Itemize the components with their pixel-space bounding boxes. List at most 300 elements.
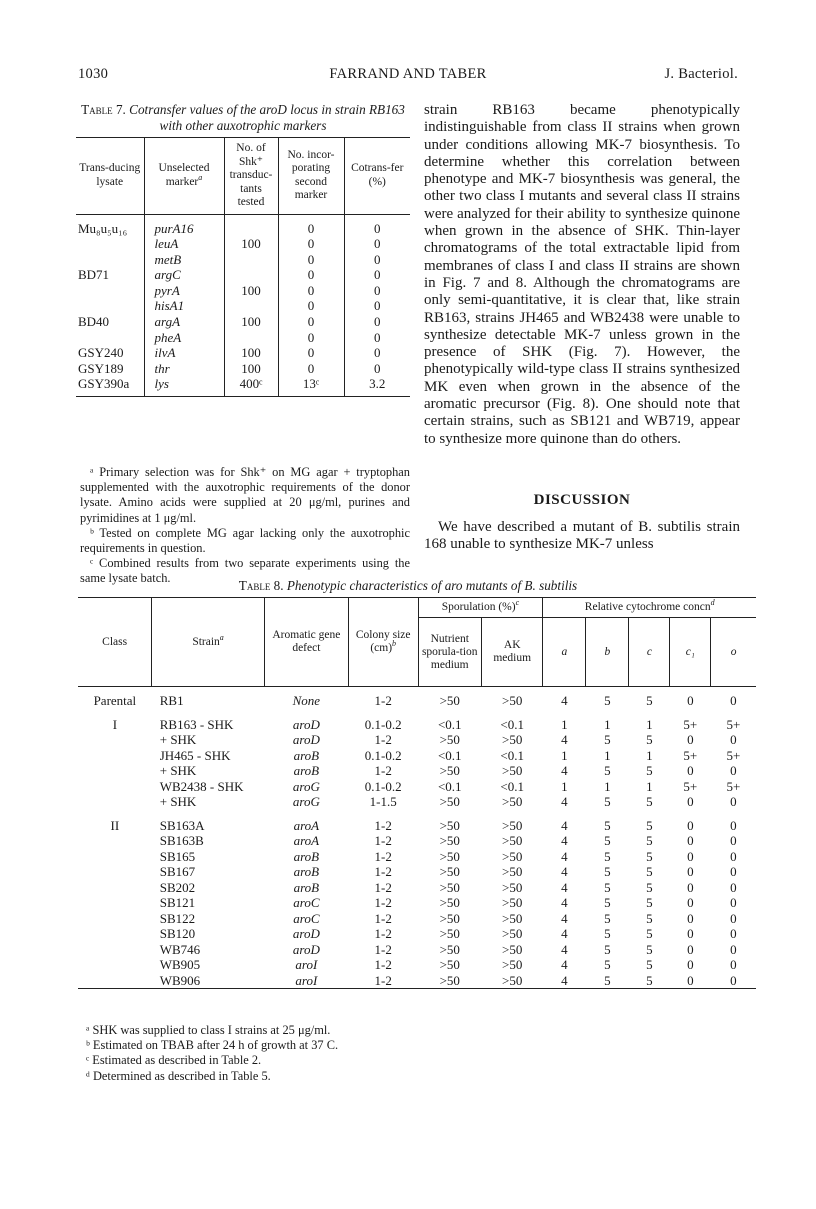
table8-cell: >50 xyxy=(439,910,460,926)
table8-cell: >50 xyxy=(439,763,460,778)
table7-header-superscript: a xyxy=(198,172,203,182)
table8-cell: 5+ xyxy=(726,778,741,794)
table8-cell: WB746 xyxy=(159,941,201,957)
table8-cell: >50 xyxy=(439,732,460,747)
table8-class-cell xyxy=(78,849,152,865)
table8-cell: >50 xyxy=(439,972,460,988)
table7-cell: BD71 xyxy=(78,267,110,283)
table8-cell: 0 xyxy=(730,848,737,864)
table8-cell: 1 xyxy=(646,778,653,794)
table-row xyxy=(78,818,756,834)
table7-header-text: Trans-ducing lysate xyxy=(79,162,141,188)
table7-cell: 13ᶜ xyxy=(278,376,344,396)
table7-cell: 0 xyxy=(278,214,344,236)
table8-cell: 5+ xyxy=(683,778,698,794)
table8-cell: aroC xyxy=(293,895,320,910)
table8-cell: >50 xyxy=(502,864,523,879)
table7-header-col-2 xyxy=(224,138,278,215)
table8-cell: 5 xyxy=(646,910,653,926)
table-row xyxy=(76,236,410,252)
table7-header-text: Unselected marker xyxy=(158,162,210,188)
table8-cell: 0 xyxy=(687,693,694,708)
table7-cell: 0 xyxy=(344,361,410,377)
table8-cell: aroG xyxy=(292,778,320,794)
table7-header-text: No. incor-porating second marker xyxy=(287,148,335,202)
table-row xyxy=(76,283,410,299)
table8-cell: 0.1-0.2 xyxy=(364,716,402,732)
table8-class-cell: II xyxy=(110,817,120,833)
table8-cell: 5 xyxy=(604,732,611,747)
table-row xyxy=(76,267,410,283)
table8-cell: 5 xyxy=(604,848,611,864)
table8-cell: 1-2 xyxy=(374,972,392,988)
table8-cell: 0 xyxy=(687,833,694,848)
table8-cell: 0 xyxy=(730,833,737,848)
table8-cell: SB121 xyxy=(159,895,196,910)
table8-cell: aroB xyxy=(293,763,320,778)
table8-footnote: ᶜ Estimated as described in Table 2. xyxy=(86,1053,262,1068)
table8-cell: 0 xyxy=(730,879,737,895)
table8-cell: 1 xyxy=(646,747,653,763)
table8-cell: 0 xyxy=(687,817,694,833)
table-row xyxy=(78,763,756,779)
table8-class-cell xyxy=(78,957,152,973)
table8-cell: 1-2 xyxy=(374,864,392,879)
table8-cell: SB163A xyxy=(159,817,205,833)
table8-cell: SB202 xyxy=(159,879,196,895)
table8-cell: RB163 - SHK xyxy=(159,716,234,732)
table7-header-col-3 xyxy=(278,138,344,215)
table8-cell: WB905 xyxy=(159,957,201,972)
table7-cell: 0 xyxy=(278,345,344,361)
table8-cell: + SHK xyxy=(159,794,197,809)
table8-class-cell xyxy=(78,732,152,748)
table8-cell: aroD xyxy=(292,941,320,957)
table8-cell: 5+ xyxy=(683,716,698,732)
table8-cell: 4 xyxy=(561,879,568,895)
table8-footnote: ᵇ Estimated on TBAB after 24 h of growth at 37 C. xyxy=(86,1038,339,1053)
table8-cell: aroD xyxy=(292,716,320,732)
table8-class-cell xyxy=(78,973,152,989)
table7-cell: 100 xyxy=(224,361,278,377)
table8-header-colony: Colony size (cm)$^b$ xyxy=(348,598,418,687)
table7-cell: 0 xyxy=(278,252,344,268)
table7-cell: leuA xyxy=(144,236,224,252)
table7-cell xyxy=(76,298,144,314)
table8-cell: aroA xyxy=(293,833,320,848)
table8-cell: 0 xyxy=(730,864,737,879)
table8-cell: 0 xyxy=(687,864,694,879)
table7-cell: pheA xyxy=(144,330,224,346)
table8-cell: WB2438 - SHK xyxy=(159,778,244,794)
table7-cell: ilvA xyxy=(144,345,224,361)
table8-cell: aroB xyxy=(293,747,320,763)
table-row xyxy=(78,957,756,973)
table8-header-sporulation-text: Sporulation (%) xyxy=(441,601,516,613)
table8-cell: 5 xyxy=(646,972,653,988)
table8-header-colony-text: Colony size (cm) xyxy=(355,629,411,654)
table8-cell: 1-2 xyxy=(374,895,392,910)
table7-caption xyxy=(80,102,406,134)
table8-cell: 5 xyxy=(604,972,611,988)
table8-class-cell xyxy=(78,911,152,927)
table8-cell: 0 xyxy=(730,895,737,910)
table8-cell: aroB xyxy=(293,864,320,879)
running-head-journal: J. Bacteriol. xyxy=(664,66,738,82)
table-row xyxy=(76,361,410,377)
table8-cell: aroC xyxy=(293,910,320,926)
table8-cell: 5 xyxy=(646,833,653,848)
table7-cell: 100 xyxy=(224,283,278,299)
table7-footnote: ᵃ Primary selection was for Shk⁺ on MG agar + tryptophan supplemented with the auxotrophic requirements of the donor lysate. Amino acids were supplied at 20 μg/ml, purines and pyrimidines at 1 μg/ml. xyxy=(80,465,410,525)
table7-cell: 0 xyxy=(278,267,344,283)
table-row xyxy=(78,942,756,958)
table8-class-cell: I xyxy=(112,716,118,732)
table7-cell xyxy=(224,214,278,236)
table7-cell: 0 xyxy=(344,236,410,252)
table7-cell: BD40 xyxy=(78,314,110,330)
table8-cell: 0 xyxy=(730,910,737,926)
table8-cell: aroG xyxy=(292,794,320,809)
table7-cell: 0 xyxy=(344,252,410,268)
table8-cell: 1 xyxy=(561,778,568,794)
table8-cell: 4 xyxy=(561,763,568,778)
table8-cell: 5 xyxy=(604,794,611,809)
table7-header-col-1 xyxy=(144,138,224,215)
table8-class-cell xyxy=(78,833,152,849)
table8-cell: >50 xyxy=(502,972,523,988)
table8 xyxy=(78,597,756,989)
table8-cell: 1-2 xyxy=(374,693,392,708)
table8-cell: 1-2 xyxy=(374,910,392,926)
table7-cell xyxy=(224,252,278,268)
paragraph-discussion-start: We have described a mutant of B. subtilis strain 168 unable to synthesize MK-7 unless xyxy=(424,519,740,553)
table8-cell: 1 xyxy=(561,747,568,763)
table8-cell: 4 xyxy=(561,910,568,926)
table8-cell: >50 xyxy=(502,833,523,848)
table8-cell: >50 xyxy=(502,817,523,833)
table8-cell: 5 xyxy=(646,926,653,941)
running-head-authors: FARRAND AND TABER xyxy=(329,66,487,82)
table7-cell: argA xyxy=(144,314,224,330)
table8-cell: <0.1 xyxy=(437,716,462,732)
table8-cell: 1-2 xyxy=(374,879,392,895)
table8-cell: >50 xyxy=(439,879,460,895)
table8-header-cytochrome: Relative cytochrome concn$^d$ xyxy=(543,598,756,618)
body-text-right xyxy=(424,102,740,448)
table8-cell: >50 xyxy=(439,926,460,941)
table8-cell: 1-2 xyxy=(374,732,392,747)
table8-cell: >50 xyxy=(502,941,523,957)
table7-footnotes xyxy=(80,465,410,587)
table8-cell: 4 xyxy=(561,957,568,972)
table7-cell: lys xyxy=(144,376,224,396)
table8-cell: 5 xyxy=(604,926,611,941)
table7-cell xyxy=(76,236,144,252)
table8-cell: >50 xyxy=(502,895,523,910)
table8-cell: 5 xyxy=(604,941,611,957)
table7-cell xyxy=(76,283,144,299)
table-row xyxy=(78,748,756,764)
table8-cell: + SHK xyxy=(159,763,197,778)
table-row xyxy=(78,717,756,733)
table8-cell: 0 xyxy=(730,972,737,988)
table8-cell: 4 xyxy=(561,848,568,864)
table-row xyxy=(78,849,756,865)
table-row xyxy=(78,973,756,989)
table8-cell: >50 xyxy=(502,693,523,708)
table8-cell: 5 xyxy=(604,763,611,778)
table8-cell: 5 xyxy=(646,864,653,879)
table7-header-col-0 xyxy=(76,138,144,215)
table8-header-nutrient: Nutrient sporula-tion medium xyxy=(418,618,481,687)
table8-cell: 0 xyxy=(687,926,694,941)
table8-cell: SB122 xyxy=(159,910,196,926)
table8-footnote: ᵈ Determined as described in Table 5. xyxy=(86,1068,271,1083)
table8-cell: 5 xyxy=(604,895,611,910)
table8-cell: 0 xyxy=(730,693,737,708)
table8-cell: >50 xyxy=(439,693,460,708)
table-row xyxy=(76,376,410,396)
table-row xyxy=(76,214,410,236)
table8-cell: 4 xyxy=(561,864,568,879)
table8-cell: 4 xyxy=(561,817,568,833)
table7 xyxy=(76,137,410,397)
table7-cell: 0 xyxy=(278,361,344,377)
table7-cell xyxy=(224,330,278,346)
table8-cell: >50 xyxy=(502,763,523,778)
table7-cell: 0 xyxy=(344,267,410,283)
table8-cell: + SHK xyxy=(159,732,197,747)
table8-class-cell xyxy=(78,779,152,795)
table8-cell: 5 xyxy=(646,879,653,895)
table7-cell: 0 xyxy=(278,298,344,314)
table8-cell: >50 xyxy=(502,926,523,941)
table8-cell: 1-2 xyxy=(374,957,392,972)
table8-cell: JH465 - SHK xyxy=(159,747,231,763)
table8-cell: 5 xyxy=(604,879,611,895)
table7-cell xyxy=(76,330,144,346)
table8-cell: 0 xyxy=(730,957,737,972)
table8-cell: 0 xyxy=(730,732,737,747)
table8-cell: >50 xyxy=(439,833,460,848)
table8-cell: 0 xyxy=(687,848,694,864)
table8-cell: 0 xyxy=(730,817,737,833)
table8-header-cyt-o: o xyxy=(711,618,756,687)
table8-group-spacer xyxy=(78,810,756,818)
table-row xyxy=(78,732,756,748)
table8-cell: aroD xyxy=(292,926,320,941)
table7-cell xyxy=(76,252,144,268)
table8-cell: 5 xyxy=(646,794,653,809)
table8-header-cyt-c: c xyxy=(629,618,670,687)
table7-footnote: ᵇ Tested on complete MG agar lacking only the auxotrophic requirements in question. xyxy=(80,525,410,556)
table7-header-col-4 xyxy=(344,138,410,215)
table8-cell: 0 xyxy=(687,895,694,910)
table7-cell: GSY189 xyxy=(78,360,124,376)
table8-class-cell xyxy=(78,748,152,764)
table8-cell: 5+ xyxy=(683,747,698,763)
table8-cell: 0.1-0.2 xyxy=(364,747,402,763)
table8-cell: 5 xyxy=(604,817,611,833)
table8-cell: >50 xyxy=(439,817,460,833)
section-heading-discussion: DISCUSSION xyxy=(533,492,631,508)
table8-class-cell xyxy=(78,926,152,942)
table8-cell: RB1 xyxy=(159,693,184,708)
table8-cell: 0 xyxy=(687,957,694,972)
table7-cell: 0 xyxy=(344,314,410,330)
table8-cell: <0.1 xyxy=(500,747,524,763)
table8-cell: 5 xyxy=(646,957,653,972)
table8-cell: <0.1 xyxy=(437,778,462,794)
table-row xyxy=(76,345,410,361)
table-row xyxy=(78,687,756,709)
table8-cell: 0 xyxy=(687,910,694,926)
table8-group-spacer xyxy=(78,709,756,717)
table8-cell: aroI xyxy=(295,957,318,972)
table8-cell: SB165 xyxy=(159,848,196,864)
table8-cell: 4 xyxy=(561,833,568,848)
table7-cell: 100 xyxy=(224,236,278,252)
table8-header-strain: Strain$^a$ xyxy=(152,598,265,687)
table7-cell: GSY390a xyxy=(78,376,130,392)
table8-header-cyt-c1: c₁ xyxy=(670,618,711,687)
table7-cell: pyrA xyxy=(144,283,224,299)
table8-cell: 1-2 xyxy=(374,848,392,864)
table8-cell: 0 xyxy=(730,926,737,941)
table8-header-ak: AK medium xyxy=(481,618,542,687)
table8-cell: 0.1-0.2 xyxy=(364,778,402,794)
table8-header-strain-text: Strain xyxy=(192,635,220,648)
page-number: 1030 xyxy=(78,66,109,82)
table-row xyxy=(78,779,756,795)
table8-cell: WB906 xyxy=(159,972,201,988)
table8-header-gene: Aromatic gene defect xyxy=(264,598,348,687)
table8-cell: 4 xyxy=(561,941,568,957)
table8-cell: 1-2 xyxy=(374,926,392,941)
table8-cell: >50 xyxy=(439,957,460,972)
table8-cell: 5 xyxy=(646,848,653,864)
table7-footnote: ᶜ Combined results from two separate experiments using the same lysate batch. xyxy=(80,556,410,586)
table8-cell: 4 xyxy=(561,926,568,941)
table7-cell: 0 xyxy=(278,314,344,330)
table8-cell: 1-2 xyxy=(374,941,392,957)
table7-cell: 0 xyxy=(344,214,410,236)
table8-class-cell xyxy=(78,880,152,896)
table8-cell: 0 xyxy=(687,972,694,988)
table8-cell: SB167 xyxy=(159,864,196,879)
table8-cell: 5 xyxy=(604,833,611,848)
table8-cell: 4 xyxy=(561,732,568,747)
table7-cell: argC xyxy=(144,267,224,283)
table8-footnote: ᵃ SHK was supplied to class I strains at 25 μg/ml. xyxy=(86,1023,331,1037)
table7-cell: hisA1 xyxy=(144,298,224,314)
table8-cell: 4 xyxy=(561,693,568,708)
table8-cell: SB163B xyxy=(159,833,204,848)
table7-cell: 100 xyxy=(224,314,278,330)
table8-cell: >50 xyxy=(502,910,523,926)
table8-cell: aroA xyxy=(293,817,320,833)
table8-cell: 5+ xyxy=(726,716,741,732)
table8-cell: >50 xyxy=(439,895,460,910)
table7-cell: 0 xyxy=(344,298,410,314)
table8-footnotes xyxy=(78,1023,738,1084)
table8-caption-text: Phenotypic characteristics of aro mutants of B. subtilis xyxy=(286,578,578,593)
table8-header-cyt-b: b xyxy=(586,618,629,687)
table8-header-sporulation: Sporulation (%)$^c$ xyxy=(418,598,543,618)
table8-cell: <0.1 xyxy=(500,716,524,732)
table8-cell: 0 xyxy=(687,763,694,778)
table8-cell: 1-2 xyxy=(374,817,392,833)
table-row xyxy=(76,252,410,268)
table8-class-cell: Parental xyxy=(93,693,137,708)
table8-cell: 5 xyxy=(646,817,653,833)
table8-cell: <0.1 xyxy=(500,778,524,794)
table7-header-text: Cotrans-fer (%) xyxy=(351,162,404,188)
table8-cell: 5+ xyxy=(726,747,741,763)
table8-caption-label: Table 8. xyxy=(238,578,284,593)
table8-cell: 5 xyxy=(604,910,611,926)
table-row xyxy=(78,911,756,927)
table7-cell: thr xyxy=(144,361,224,377)
table8-cell: None xyxy=(292,693,321,708)
table8-cell: 0 xyxy=(730,794,737,809)
table8-cell: 5 xyxy=(646,895,653,910)
table7-cell: 0 xyxy=(344,283,410,299)
table7-cell: 3.2 xyxy=(344,376,410,396)
table8-cell: 1 xyxy=(561,716,568,732)
table8-cell: 1-2 xyxy=(374,763,392,778)
table8-cell: 5 xyxy=(646,941,653,957)
table8-cell: >50 xyxy=(502,732,523,747)
table-row xyxy=(78,833,756,849)
table8-cell: aroD xyxy=(292,732,320,747)
table8-cell: 0 xyxy=(687,941,694,957)
table8-cell: >50 xyxy=(502,957,523,972)
table8-cell: >50 xyxy=(502,794,523,809)
table8-class-cell xyxy=(78,942,152,958)
table8-cell: >50 xyxy=(439,794,460,809)
table7-cell: 400ᶜ xyxy=(224,376,278,396)
table7-cell: 0 xyxy=(344,345,410,361)
table8-cell: 4 xyxy=(561,794,568,809)
table8-cell: 5 xyxy=(646,763,653,778)
table8-cell: SB120 xyxy=(159,926,196,941)
table8-cell: 1 xyxy=(604,716,611,732)
table8-header-class: Class xyxy=(102,635,128,648)
table8-cell: aroI xyxy=(295,972,318,988)
table8-class-cell xyxy=(78,895,152,911)
table8-cell: 4 xyxy=(561,895,568,910)
table8-header-cytochrome-text: Relative cytochrome concn xyxy=(584,601,711,613)
table8-cell: aroB xyxy=(293,848,320,864)
table8-cell: 0 xyxy=(687,732,694,747)
table-row xyxy=(78,794,756,810)
table-row xyxy=(78,926,756,942)
table7-cell: Mu₈u₅u₁₆ xyxy=(78,220,128,236)
table-row xyxy=(78,895,756,911)
table-row xyxy=(76,298,410,314)
table8-header-cyt-a: a xyxy=(543,618,586,687)
table7-cell: 100 xyxy=(224,345,278,361)
table8-cell: 0 xyxy=(687,794,694,809)
table8-cell: 1 xyxy=(646,716,653,732)
table8-cell: >50 xyxy=(439,941,460,957)
table7-cell: 0 xyxy=(344,330,410,346)
table7-cell xyxy=(224,267,278,283)
table8-caption xyxy=(0,578,816,594)
table7-cell: metB xyxy=(144,252,224,268)
